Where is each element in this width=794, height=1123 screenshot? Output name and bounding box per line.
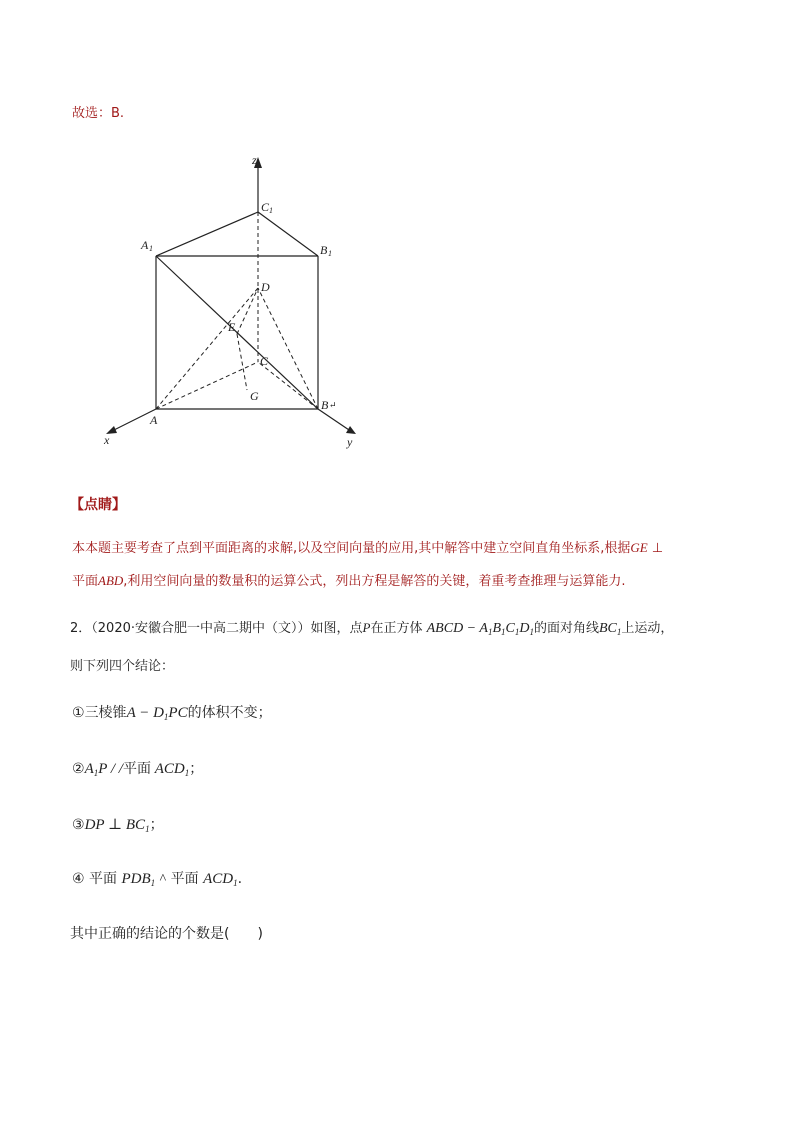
label-a1: A [141,238,149,252]
edge-a1-b [156,256,318,409]
conclusion-1: ①三棱锥$A - D_1PC$的体积不变； [72,705,272,722]
edge-e-d [237,288,258,334]
label-c1: C [261,200,270,214]
cube-figure [0,0,794,470]
y-axis [318,409,352,432]
edge-c1-b1 [258,212,318,256]
label-b: B [321,398,329,412]
label-a1-sub: 1 [149,244,153,253]
answer-line: 故选：B. [72,106,125,121]
edge-a-d [156,288,258,409]
comment-title: 【点睛】 [70,497,126,513]
comment-line-1: 本本题主要考查了点到平面距离的求解,以及空间向量的应用,其中解答中建立空间直角坐标系,根据GE ⊥ [72,540,664,556]
label-c: C [260,354,269,368]
label-d: D [261,280,270,294]
y-arrow [346,426,356,434]
edge-a1-c1 [156,212,258,256]
label-b1: B [320,243,328,257]
conclusion-2: $②A_1P$ / /平面 $ACD_1$； [72,761,204,778]
conclusion-4: ④ 平面 $PDB_1$ ^ 平面 $ACD_1$. [72,871,243,888]
edge-a-c [156,362,258,409]
problem-line-1: 2．（2020·安徽合肥一中高二期中（文））如图，点P在正方体 ABCD − $A_1B_1C_1D_1$的面对角线$BC_1$上运动， [70,620,674,637]
problem-line-2: 则下列四个结论： [70,659,175,674]
label-b-mark: ↵ [329,400,337,410]
label-y: y [347,435,353,449]
edge-b-c [258,362,318,409]
edge-b-d [258,288,318,409]
edge-e-g [237,334,247,390]
label-g: G [250,389,259,403]
comment-line-2: 平面ABD,利用空间向量的数量积的运算公式，列出方程是解答的关键，着重考查推理与运算能力. [72,573,626,589]
label-b1-sub: 1 [328,249,332,258]
label-a: A [150,413,158,427]
label-c1-sub: 1 [269,206,273,215]
question-line: 其中正确的结论的个数是( ) [70,926,263,942]
conclusion-3: ③DP ⊥ $BC_1$； [72,817,164,834]
label-x: x [104,433,110,447]
label-z: z [252,153,257,167]
label-e: E [228,320,236,334]
